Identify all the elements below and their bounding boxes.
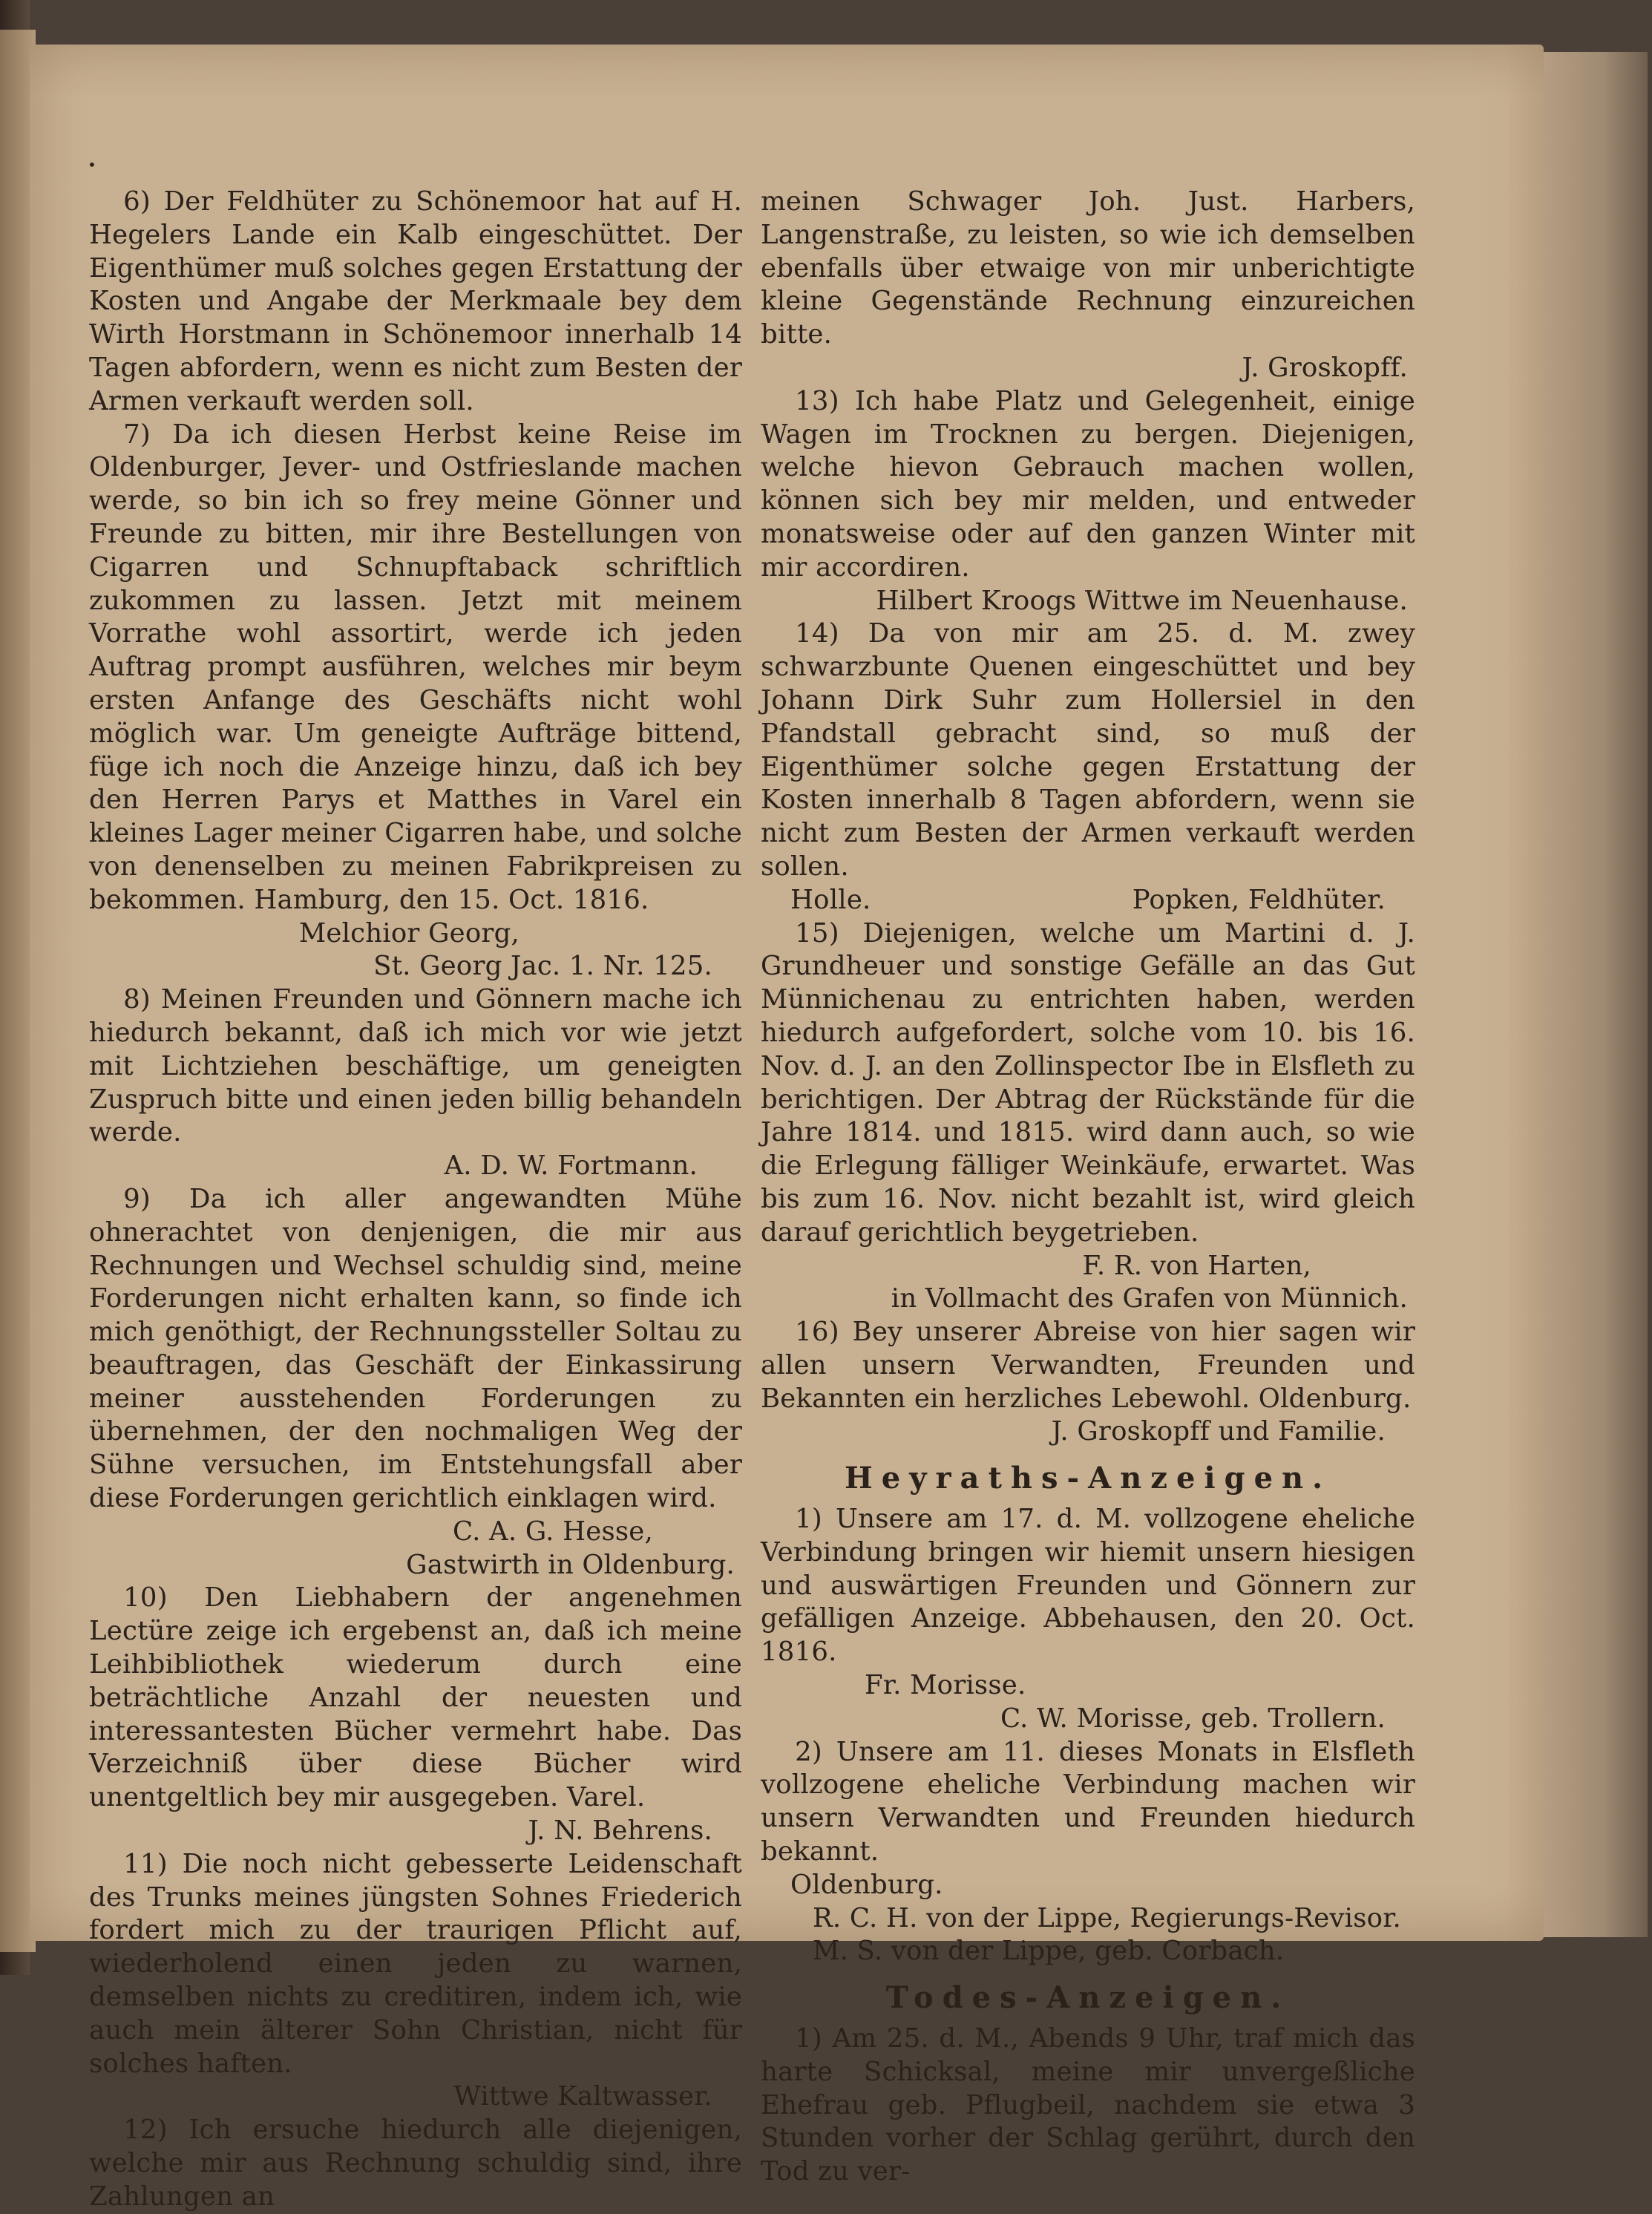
- notice-10-signature: J. N. Behrens.: [528, 1815, 712, 1847]
- marriage-notice-1-signature-2: C. W. Morisse, geb. Trollern.: [1000, 1703, 1386, 1734]
- notice-7-signature-address: St. Georg Jac. 1. Nr. 125.: [373, 951, 712, 982]
- notice-15-signature-name: F. R. von Harten,: [1082, 1250, 1311, 1281]
- marriage-notice-2-signature-1: R. C. H. von der Lippe, Regierungs-Revisor.: [813, 1902, 1401, 1933]
- notice-14: 14) Da von mir am 25. d. M. zwey schwarzbunte Quenen eingeschüttet und bey Johann Dirk Suhr zum Hollersiel in den Pfandstall gebracht sind, so muß der Eigenthümer solche gegen Erstattung der Kosten innerhalb 8 Tagen abfordern, wenn sie nicht zum Besten der Armen verkauft werden sollen.: [761, 618, 1415, 882]
- notice-11-signature: Wittwe Kaltwasser.: [453, 2081, 712, 2112]
- notice-12: 12) Ich ersuche hiedurch alle diejenigen, welche mir aus Rechnung schuldig sind, ihre Zahlungen an: [89, 2115, 742, 2212]
- notice-9-signature-title: Gastwirth in Oldenburg.: [406, 1549, 735, 1580]
- marriage-notice-2-place: Oldenburg.: [790, 1869, 943, 1900]
- notice-14-footer: [761, 884, 1415, 917]
- notice-15-signature-title: in Vollmacht des Grafen von Münnich.: [891, 1283, 1408, 1314]
- notice-15: 15) Diejenigen, welche um Martini d. J. Grundheuer und sonstige Gefälle an das Gut Münnichenau zu entrichten haben, werden hiedurch aufgefordert, solche vom 10. bis 16. Nov. d. J. an den Zollinspector Ibe in Elsfleth zu berichtigen. Der Abtrag der Rückstände für die Jahre 1814. und 1815. wird dann auch, so wie die Erlegung fälliger Weinkäufe, erwartet. Was bis zum 16. Nov. nicht bezahlt ist, wird gleich darauf gerichtlich beygetrieben.: [761, 917, 1415, 1248]
- notice-14-signature: Popken, Feldhüter.: [1132, 884, 1386, 915]
- notice-7: 7) Da ich diesen Herbst keine Reise im Oldenburger, Jever- und Ostfrieslande machen werde, so bin ich so frey meine Gönner und Freunde zu bitten, mir ihre Bestellungen von Cigarren und Schnupftaback schriftlich zukommen zu lassen. Jetzt mit meinem Vorrathe wohl assortirt, werde ich jeden Auftrag prompt ausführen, welches mir beym ersten Anfange des Geschäfts nicht wohl möglich war. Um geneigte Aufträge bittend, füge ich noch die Anzeige hinzu, daß ich bey den Herren Parys et Matthes in Varel ein kleines Lager meiner Cigarren habe, und solche von denenselben zu meinen Fabrikpreisen zu bekommen. Hamburg, den 15. Oct. 1816.: [89, 419, 742, 915]
- notice-8: 8) Meinen Freunden und Gönnern mache ich hiedurch bekannt, daß ich mich vor wie jetzt mit Lichtziehen beschäftige, um geneigten Zuspruch bitte und einen jeden billig behandeln werde.: [89, 984, 742, 1148]
- marriage-notice-2: 2) Unsere am 11. dieses Monats in Elsfleth vollzogene eheliche Verbindung machen wir unsern Verwandten und Freunden hiedurch bekannt.: [761, 1736, 1415, 1867]
- notice-6: 6) Der Feldhüter zu Schönemoor hat auf H. Hegelers Lande ein Kalb eingeschüttet. Der Eigenthümer muß solches gegen Erstattung der Kosten und Angabe der Merkmaale bey dem Wirth Horstmann in Schönemoor innerhalb 14 Tagen abfordern, wenn es nicht zum Besten der Armen verkauft werden soll.: [89, 186, 742, 416]
- marriage-notice-2-signature-2: M. S. von der Lippe, geb. Corbach.: [813, 1936, 1285, 1967]
- death-notice-1: 1) Am 25. d. M., Abends 9 Uhr, traf mich das harte Schicksal, meine mir unvergeßliche Ehefrau geb. Pflugbeil, nachdem sie etwa 3 Stunden vorher der Schlag gerührt, durch den Tod zu ver-: [761, 2023, 1415, 2187]
- notice-7-signature-name: Melchior Georg,: [298, 917, 519, 949]
- marriage-notice-1: 1) Unsere am 17. d. M. vollzogene eheliche Verbindung bringen wir hiemit unsern hiesigen und auswärtigen Freunden und Gönnern zur gefälligen Anzeige. Abbehausen, den 20. Oct. 1816.: [761, 1504, 1415, 1668]
- newspaper-page: [30, 45, 1544, 2212]
- notice-13: 13) Ich habe Platz und Gelegenheit, einige Wagen im Trocknen zu bergen. Diejenigen, welche hievon Gebrauch machen wollen, können sich bey mir melden, und entweder monatsweise oder auf den ganzen Winter mit mir accordiren.: [761, 385, 1415, 583]
- marriage-announcements-heading: Heyraths-Anzeigen.: [844, 1461, 1332, 1496]
- marriage-notice-1-signature-1: Fr. Morisse.: [865, 1670, 1026, 1701]
- notice-16: 16) Bey unserer Abreise von hier sagen wir allen unsern Verwandten, Freunden und Bekannten ein herzliches Lebewohl. Oldenburg.: [761, 1317, 1415, 1414]
- page-stack-edge: [1536, 52, 1648, 1937]
- right-column: [761, 186, 1415, 2189]
- left-column: [89, 186, 742, 2214]
- notice-14-place: Holle.: [790, 884, 871, 915]
- page-mark: •: [88, 156, 96, 174]
- notice-13-signature: Hilbert Kroogs Wittwe im Neuenhause.: [876, 585, 1408, 616]
- notice-12-continued: meinen Schwager Joh. Just. Harbers, Langenstraße, zu leisten, so wie ich demselben ebenfalls über etwaige von mir unberichtigte kleine Gegenstände Rechnung einzureichen bitte.: [761, 186, 1415, 350]
- notice-12-signature: J. Groskopff.: [1242, 352, 1408, 383]
- notice-9: 9) Da ich aller angewandten Mühe ohnerachtet von denjenigen, die mir aus Rechnungen und Wechsel schuldig sind, meine Forderungen nicht erhalten kann, so finde ich mich genöthigt, der Rechnungssteller Soltau zu beauftragen, das Geschäft der Einkassirung meiner ausstehenden Forderungen zu übernehmen, der den nochmaligen Weg der Sühne versuchen, im Entstehungsfall aber diese Forderungen gerichtlich einklagen wird.: [89, 1183, 742, 1514]
- notice-11: 11) Die noch nicht gebesserte Leidenschaft des Trunks meines jüngsten Sohnes Friederich fordert mich zu der traurigen Pflicht auf, wiederholend einen jeden zu warnen, demselben nichts zu creditiren, indem ich, wie auch mein älterer Sohn Christian, nicht für solches haften.: [89, 1848, 742, 2079]
- death-announcements-heading: Todes-Anzeigen.: [885, 1980, 1291, 2016]
- notice-9-signature-name: C. A. G. Hesse,: [452, 1516, 653, 1547]
- notice-16-signature: J. Groskopff und Familie.: [1051, 1416, 1386, 1447]
- notice-10: 10) Den Liebhabern der angenehmen Lectüre zeige ich ergebenst an, daß ich meine Leihbibliothek wiederum durch eine beträchtliche Anzahl der neuesten und interessantesten Bücher vermehrt habe. Das Verzeichniß über diese Bücher wird unentgeltlich bey mir ausgegeben. Varel.: [89, 1582, 742, 1813]
- notice-8-signature: A. D. W. Fortmann.: [444, 1150, 698, 1182]
